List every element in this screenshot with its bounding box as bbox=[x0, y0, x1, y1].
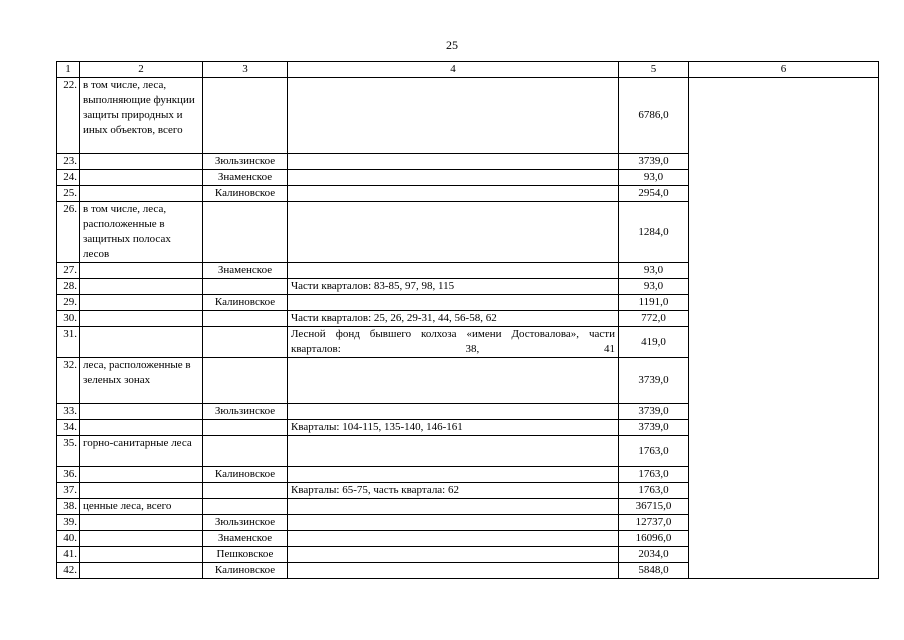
row-forestry bbox=[203, 78, 288, 154]
row-name bbox=[80, 311, 203, 327]
row-name bbox=[80, 154, 203, 170]
row-name bbox=[80, 263, 203, 279]
row-location bbox=[288, 404, 619, 420]
row-forestry: Зюльзинское bbox=[203, 404, 288, 420]
row-name: леса, расположенные в зеленых зонах bbox=[80, 358, 203, 404]
row-number: 30. bbox=[57, 311, 80, 327]
row-location bbox=[288, 515, 619, 531]
row-forestry bbox=[203, 311, 288, 327]
row-forestry: Калиновское bbox=[203, 563, 288, 579]
row-location: Кварталы: 104-115, 135-140, 146-161 bbox=[288, 420, 619, 436]
row-location bbox=[288, 186, 619, 202]
row-location: Кварталы: 65-75, часть квартала: 62 bbox=[288, 483, 619, 499]
row-number: 39. bbox=[57, 515, 80, 531]
row-name: ценные леса, всего bbox=[80, 499, 203, 515]
row-name bbox=[80, 563, 203, 579]
row-name bbox=[80, 279, 203, 295]
row-location bbox=[288, 202, 619, 263]
row-area: 2034,0 bbox=[619, 547, 689, 563]
notes-cell bbox=[689, 78, 879, 579]
row-location: Части кварталов: 83-85, 97, 98, 115 bbox=[288, 279, 619, 295]
row-name bbox=[80, 467, 203, 483]
row-area: 16096,0 bbox=[619, 531, 689, 547]
row-area: 5848,0 bbox=[619, 563, 689, 579]
row-name bbox=[80, 483, 203, 499]
row-number: 41. bbox=[57, 547, 80, 563]
column-header: 2 bbox=[80, 62, 203, 78]
row-area: 3739,0 bbox=[619, 154, 689, 170]
row-forestry: Знаменское bbox=[203, 531, 288, 547]
row-forestry: Калиновское bbox=[203, 186, 288, 202]
row-name bbox=[80, 186, 203, 202]
row-number: 29. bbox=[57, 295, 80, 311]
row-number: 42. bbox=[57, 563, 80, 579]
row-area: 3739,0 bbox=[619, 420, 689, 436]
row-forestry bbox=[203, 483, 288, 499]
row-name bbox=[80, 327, 203, 358]
row-location: Лесной фонд бывшего колхоза «имени Достовалова», части кварталов: 38, 41 bbox=[288, 327, 619, 358]
column-header: 3 bbox=[203, 62, 288, 78]
row-area: 1763,0 bbox=[619, 467, 689, 483]
row-forestry: Калиновское bbox=[203, 467, 288, 483]
forest-table bbox=[56, 61, 879, 579]
row-name bbox=[80, 170, 203, 186]
row-forestry bbox=[203, 420, 288, 436]
row-forestry: Зюльзинское bbox=[203, 154, 288, 170]
row-location bbox=[288, 563, 619, 579]
column-header: 6 bbox=[689, 62, 879, 78]
column-header: 1 bbox=[57, 62, 80, 78]
row-location bbox=[288, 170, 619, 186]
row-name bbox=[80, 295, 203, 311]
row-location bbox=[288, 531, 619, 547]
row-number: 36. bbox=[57, 467, 80, 483]
row-number: 40. bbox=[57, 531, 80, 547]
row-location bbox=[288, 263, 619, 279]
row-number: 38. bbox=[57, 499, 80, 515]
row-area: 12737,0 bbox=[619, 515, 689, 531]
row-number: 26. bbox=[57, 202, 80, 263]
row-number: 33. bbox=[57, 404, 80, 420]
row-number: 24. bbox=[57, 170, 80, 186]
row-location bbox=[288, 499, 619, 515]
table-header-row bbox=[57, 62, 879, 78]
row-number: 23. bbox=[57, 154, 80, 170]
row-name: в том числе, леса, выполняющие функции защиты природных и иных объектов, всего bbox=[80, 78, 203, 154]
row-forestry: Пешковское bbox=[203, 547, 288, 563]
row-forestry: Калиновское bbox=[203, 295, 288, 311]
row-area: 1763,0 bbox=[619, 436, 689, 467]
row-area: 93,0 bbox=[619, 263, 689, 279]
row-location bbox=[288, 78, 619, 154]
row-area: 1284,0 bbox=[619, 202, 689, 263]
row-name bbox=[80, 547, 203, 563]
row-name: в том числе, леса, расположенные в защитных полосах лесов bbox=[80, 202, 203, 263]
row-area: 93,0 bbox=[619, 279, 689, 295]
row-forestry bbox=[203, 358, 288, 404]
row-forestry: Зюльзинское bbox=[203, 515, 288, 531]
row-number: 35. bbox=[57, 436, 80, 467]
column-header: 4 bbox=[288, 62, 619, 78]
row-forestry bbox=[203, 327, 288, 358]
row-location bbox=[288, 547, 619, 563]
row-area: 419,0 bbox=[619, 327, 689, 358]
row-area: 36715,0 bbox=[619, 499, 689, 515]
row-forestry bbox=[203, 499, 288, 515]
row-forestry: Знаменское bbox=[203, 170, 288, 186]
row-number: 22. bbox=[57, 78, 80, 154]
row-area: 93,0 bbox=[619, 170, 689, 186]
row-area: 1191,0 bbox=[619, 295, 689, 311]
row-number: 34. bbox=[57, 420, 80, 436]
row-area: 772,0 bbox=[619, 311, 689, 327]
row-number: 25. bbox=[57, 186, 80, 202]
row-name bbox=[80, 531, 203, 547]
row-number: 28. bbox=[57, 279, 80, 295]
row-number: 27. bbox=[57, 263, 80, 279]
row-location bbox=[288, 295, 619, 311]
row-name bbox=[80, 515, 203, 531]
table-row bbox=[57, 78, 879, 154]
row-number: 37. bbox=[57, 483, 80, 499]
row-area: 3739,0 bbox=[619, 404, 689, 420]
row-location bbox=[288, 467, 619, 483]
row-location bbox=[288, 436, 619, 467]
row-name bbox=[80, 420, 203, 436]
row-forestry bbox=[203, 202, 288, 263]
row-location: Части кварталов: 25, 26, 29-31, 44, 56-58, 62 bbox=[288, 311, 619, 327]
row-location bbox=[288, 358, 619, 404]
page-number: 25 bbox=[446, 38, 458, 52]
row-forestry bbox=[203, 436, 288, 467]
row-area: 1763,0 bbox=[619, 483, 689, 499]
row-location bbox=[288, 154, 619, 170]
row-area: 2954,0 bbox=[619, 186, 689, 202]
row-forestry bbox=[203, 279, 288, 295]
row-number: 32. bbox=[57, 358, 80, 404]
row-forestry: Знаменское bbox=[203, 263, 288, 279]
row-name: горно-санитарные леса bbox=[80, 436, 203, 467]
row-area: 6786,0 bbox=[619, 78, 689, 154]
column-header: 5 bbox=[619, 62, 689, 78]
row-name bbox=[80, 404, 203, 420]
row-area: 3739,0 bbox=[619, 358, 689, 404]
row-number: 31. bbox=[57, 327, 80, 358]
